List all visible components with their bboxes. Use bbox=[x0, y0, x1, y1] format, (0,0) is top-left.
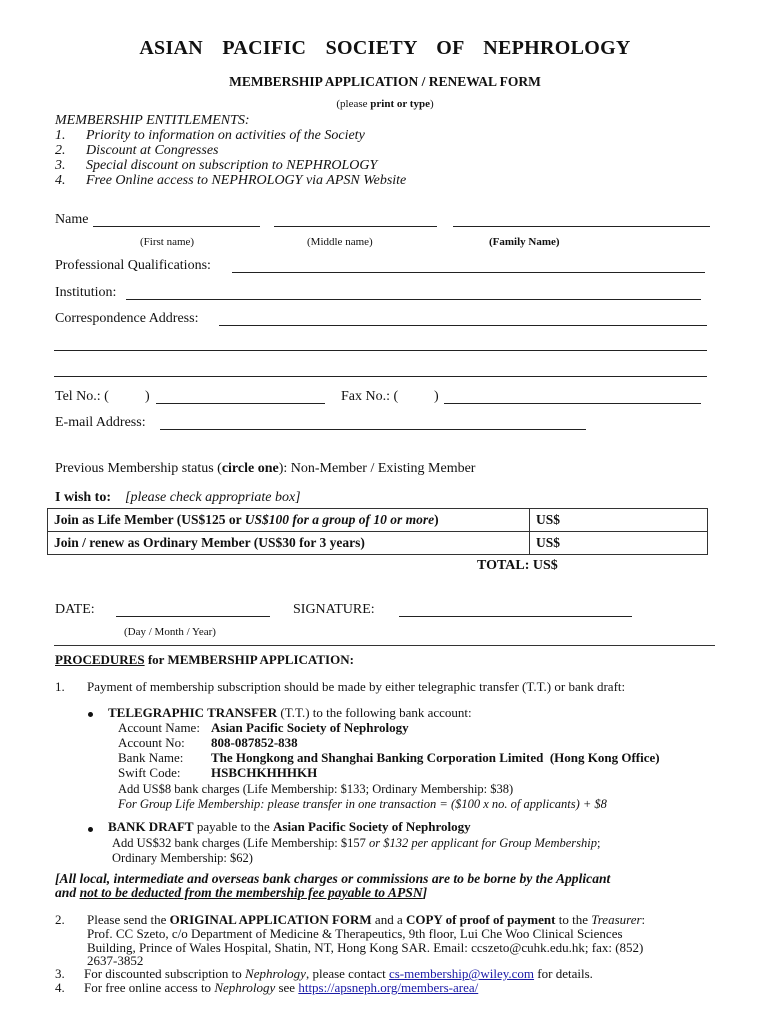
bank-draft-heading: BANK DRAFT payable to the Asian Pacific Society of Nephrology bbox=[108, 819, 471, 834]
entitlement-item: 4. Free Online access to NEPHROLOGY via APSN Website bbox=[55, 173, 407, 188]
fax-close-paren: ) bbox=[434, 389, 439, 404]
entitlement-item: 1. Priority to information on activities of the Society bbox=[55, 128, 365, 143]
bank-draft-ordinary: Ordinary Membership: $62) bbox=[112, 851, 253, 865]
bank-name-label: Bank Name: bbox=[118, 750, 184, 765]
table-row bbox=[48, 532, 708, 555]
name-label: Name bbox=[55, 212, 89, 227]
table-row bbox=[48, 509, 708, 532]
institution-label: Institution: bbox=[55, 285, 117, 300]
form-subtitle: MEMBERSHIP APPLICATION / RENEWAL FORM bbox=[229, 74, 541, 89]
email-field[interactable] bbox=[160, 429, 586, 430]
address-field-line-3[interactable] bbox=[54, 376, 707, 377]
email-label: E-mail Address: bbox=[55, 415, 146, 430]
treasurer-address-2: Building, Prince of Wales Hospital, Shatin, NT, Hong Kong SAR. Email: ccszeto@cuhk.edu.hk; fax: (852) bbox=[87, 940, 644, 955]
procedures-heading: PROCEDURES for MEMBERSHIP APPLICATION: bbox=[55, 652, 354, 667]
total-amount[interactable]: TOTAL: US$ bbox=[477, 558, 558, 573]
bank-draft-charges: Add US$32 bank charges (Life Membership: $157 or $132 per applicant for Group Membership; bbox=[112, 836, 601, 850]
fax-field[interactable] bbox=[444, 403, 701, 404]
treasurer-address-1: Prof. CC Szeto, c/o Department of Medicine & Therapeutics, 9th floor, Lui Che Woo Clinical Sciences bbox=[87, 926, 623, 941]
account-name-value: Asian Pacific Society of Nephrology bbox=[211, 720, 409, 735]
tel-label: Tel No.: ( bbox=[55, 389, 109, 404]
qualifications-field[interactable] bbox=[232, 272, 705, 273]
form-title: ASIAN PACIFIC SOCIETY OF NEPHROLOGY bbox=[139, 37, 631, 59]
date-field[interactable] bbox=[116, 616, 270, 617]
life-member-amount[interactable]: US$ bbox=[530, 509, 708, 532]
qualifications-label: Professional Qualifications: bbox=[55, 258, 211, 273]
family-name-caption: (Family Name) bbox=[489, 236, 560, 248]
first-name-field[interactable] bbox=[93, 226, 260, 227]
institution-field[interactable] bbox=[126, 299, 701, 300]
members-area-link[interactable]: https://apsneph.org/members-area/ bbox=[298, 980, 479, 995]
date-format-caption: (Day / Month / Year) bbox=[124, 626, 216, 638]
life-member-option[interactable]: Join as Life Member (US$125 or US$100 for a group of 10 or more) bbox=[48, 509, 530, 532]
tt-charges: Add US$8 bank charges (Life Membership: $133; Ordinary Membership: $38) bbox=[118, 782, 514, 796]
section-divider bbox=[54, 645, 715, 646]
procedure-1-text: Payment of membership subscription should be made by either telegraphic transfer (T.T.) or bank draft: bbox=[87, 679, 626, 694]
membership-options-table bbox=[47, 508, 708, 555]
ordinary-member-option[interactable]: Join / renew as Ordinary Member (US$30 for 3 years) bbox=[48, 532, 530, 555]
wish-label: I wish to: [please check appropriate box] bbox=[55, 490, 301, 505]
address-field-line-2[interactable] bbox=[54, 350, 707, 351]
entitlement-item: 2. Discount at Congresses bbox=[55, 143, 219, 158]
account-name-label: Account Name: bbox=[118, 720, 200, 735]
address-field-line-1[interactable] bbox=[219, 325, 707, 326]
tel-close-paren: ) bbox=[145, 389, 150, 404]
entitlements-heading: MEMBERSHIP ENTITLEMENTS: bbox=[55, 113, 250, 128]
entitlement-item: 3. Special discount on subscription to NEPHROLOGY bbox=[55, 158, 378, 173]
tel-field[interactable] bbox=[156, 403, 325, 404]
procedure-1-number: 1. bbox=[55, 679, 65, 694]
tt-heading: TELEGRAPHIC TRANSFER (T.T.) to the following bank account: bbox=[108, 705, 472, 720]
print-note: (please print or type) bbox=[336, 98, 434, 110]
procedure-3-text: For discounted subscription to Nephrology, please contact cs-membership@wiley.com for details. bbox=[84, 966, 593, 981]
procedure-3-number: 3. bbox=[55, 966, 65, 981]
middle-name-field[interactable] bbox=[274, 226, 437, 227]
procedure-4-text: For free online access to Nephrology see https://apsneph.org/members-area/ bbox=[84, 980, 479, 995]
bullet-icon bbox=[88, 712, 93, 717]
treasurer-fax: 2637-3852 bbox=[87, 953, 144, 968]
first-name-caption: (First name) bbox=[140, 236, 195, 248]
middle-name-caption: (Middle name) bbox=[307, 236, 373, 248]
family-name-field[interactable] bbox=[453, 226, 710, 227]
ordinary-member-amount[interactable]: US$ bbox=[530, 532, 708, 555]
date-label: DATE: bbox=[55, 602, 95, 617]
tt-group-note: For Group Life Membership: please transfer in one transaction = ($100 x no. of applicants) + $8 bbox=[118, 797, 607, 811]
procedure-2-number: 2. bbox=[55, 912, 65, 927]
address-label: Correspondence Address: bbox=[55, 311, 199, 326]
account-no-value: 808-087852-838 bbox=[211, 735, 298, 750]
procedure-2-text: Please send the ORIGINAL APPLICATION FORM and a COPY of proof of payment to the Treasurer: bbox=[87, 912, 646, 927]
signature-field[interactable] bbox=[399, 616, 632, 617]
wiley-email-link[interactable]: cs-membership@wiley.com bbox=[388, 966, 535, 981]
account-no-label: Account No: bbox=[118, 735, 185, 750]
bullet-icon bbox=[88, 827, 93, 832]
bank-charges-warning-2: and not to be deducted from the membership fee payable to APSN] bbox=[55, 885, 428, 900]
bank-name-value: The Hongkong and Shanghai Banking Corporation Limited (Hong Kong Office) bbox=[211, 750, 660, 765]
swift-code-label: Swift Code: bbox=[118, 765, 181, 780]
bank-charges-warning: [All local, intermediate and overseas bank charges or commissions are to be borne by the Applicant bbox=[55, 871, 611, 886]
signature-label: SIGNATURE: bbox=[293, 602, 375, 617]
fax-label: Fax No.: ( bbox=[341, 389, 399, 404]
membership-status: Previous Membership status (circle one): Non-Member / Existing Member bbox=[55, 461, 476, 476]
swift-code-value: HSBCHKHHHKH bbox=[211, 765, 318, 780]
procedure-4-number: 4. bbox=[55, 980, 65, 995]
